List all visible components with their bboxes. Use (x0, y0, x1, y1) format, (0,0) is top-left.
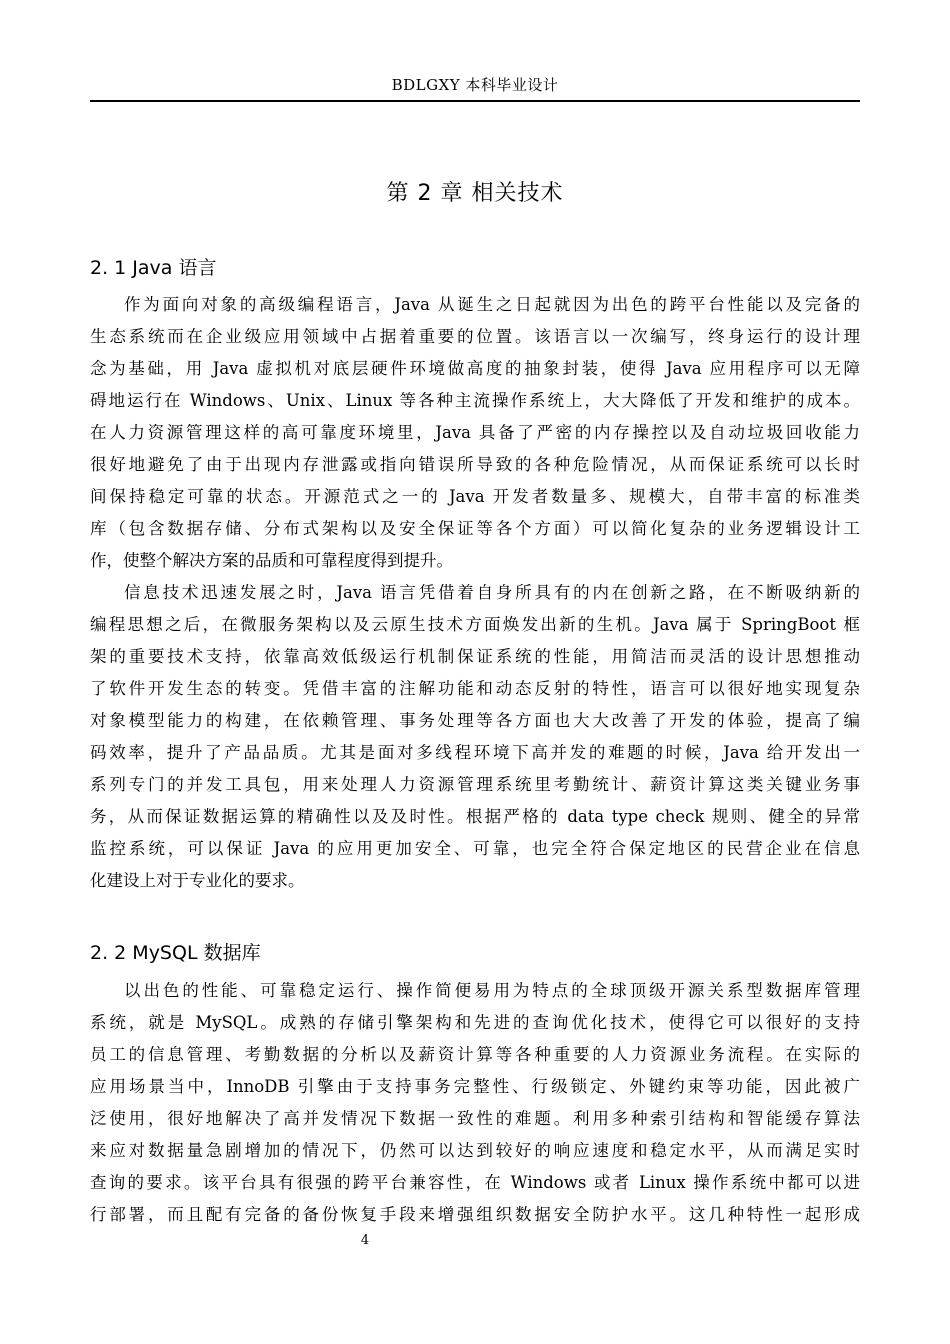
text-line: 查询的要求。该平台具有很强的跨平台兼容性，在 Windows 或者 Linux 操作系统中都可以进 (90, 1173, 860, 1192)
text-line: 生态系统而在企业级应用领域中占据着重要的位置。该语言以一次编写，终身运行的设计理 (90, 327, 860, 346)
text-line: 架的重要技术支持，依靠高效低级运行机制保证系统的性能，用简洁而灵活的设计思想推动 (90, 647, 860, 666)
text-line: 念为基础，用 Java 虚拟机对底层硬件环境做高度的抽象封装，使得 Java 应用程序可以无障 (90, 359, 860, 378)
text-line: 码效率，提升了产品品质。尤其是面对多线程环境下高并发的难题的时候，Java 给开发出一 (90, 743, 860, 762)
text-line: 系统，就是 MySQL。成熟的存储引擎架构和先进的查询优化技术，使得它可以很好的支持 (90, 1013, 860, 1032)
text-line: 行部署，而且配有完备的备份恢复手段来增强组织数据安全防护水平。这几种特性一起形成 (90, 1205, 860, 1224)
text-line: 系列专门的并发工具包，用来处理人力资源管理系统里考勤统计、薪资计算这类关键业务事 (90, 775, 860, 794)
text-line: 以出色的性能、可靠稳定运行、操作简便易用为特点的全球顶级开源关系型数据库管理 (124, 981, 860, 1000)
text-line: 库（包含数据存储、分布式架构以及安全保证等各个方面）可以简化复杂的业务逻辑设计工 (90, 519, 860, 538)
text-line: 来应对数据量急剧增加的情况下，仍然可以达到较好的响应速度和稳定水平，从而满足实时 (90, 1141, 860, 1160)
text-line: 泛使用，很好地解决了高并发情况下数据一致性的难题。利用多种索引结构和智能缓存算法 (90, 1109, 860, 1128)
section-heading-java: 2. 1 Java 语言 (90, 257, 217, 279)
paragraph-java-intro (90, 289, 860, 577)
chapter-title: 第 2 章 相关技术 (386, 181, 564, 206)
text-line: 员工的信息管理、考勤数据的分析以及薪资计算等各种重要的人力资源业务流程。在实际的 (90, 1045, 860, 1064)
text-line: 应用场景当中，InnoDB 引擎由于支持事务完整性、行级锁定、外键约束等功能，因此被广 (90, 1077, 860, 1096)
paragraph-mysql-intro (90, 975, 860, 1231)
text-line: 对象模型能力的构建，在依赖管理、事务处理等各方面也大大改善了开发的体验，提高了编 (90, 711, 860, 730)
header-rule (90, 100, 860, 102)
text-line: 了软件开发生态的转变。凭借丰富的注解功能和动态反射的特性，语言可以很好地实现复杂 (90, 679, 860, 698)
text-line: 务，从而保证数据运算的精确性以及及时性。根据严格的 data type check 规则、健全的异常 (90, 807, 860, 826)
text-line: 间保持稳定可靠的状态。开源范式之一的 Java 开发者数量多、规模大，自带丰富的标准类 (90, 487, 860, 506)
text-line: 编程思想之后，在微服务架构以及云原生技术方面焕发出新的生机。Java 属于 SpringBoot 框 (90, 615, 860, 634)
text-line: 很好地避免了由于出现内存泄露或指向错误所导致的各种危险情况，从而保证系统可以长时 (90, 455, 860, 474)
text-line: 在人力资源管理这样的高可靠度环境里，Java 具备了严密的内存操控以及自动垃圾回收能力 (90, 423, 860, 442)
text-line: 化建设上对于专业化的要求。 (90, 871, 305, 890)
text-line: 碍地运行在 Windows、Unix、Linux 等各种主流操作系统上，大大降低了开发和维护的成本。 (90, 391, 860, 410)
paragraph-java-innovation (90, 577, 860, 897)
text-line: 监控系统，可以保证 Java 的应用更加安全、可靠，也完全符合保定地区的民营企业在信息 (90, 839, 860, 858)
section-heading-mysql: 2. 2 MySQL 数据库 (90, 942, 261, 964)
text-line: 作，使整个解决方案的品质和可靠程度得到提升。 (90, 551, 453, 570)
page-header: BDLGXY 本科毕业设计 (391, 76, 559, 94)
text-line: 作为面向对象的高级编程语言，Java 从诞生之日起就因为出色的跨平台性能以及完备的 (124, 295, 860, 314)
page-number: 4 (360, 1233, 370, 1248)
text-line: 信息技术迅速发展之时，Java 语言凭借着自身所具有的内在创新之路，在不断吸纳新的 (124, 583, 860, 602)
